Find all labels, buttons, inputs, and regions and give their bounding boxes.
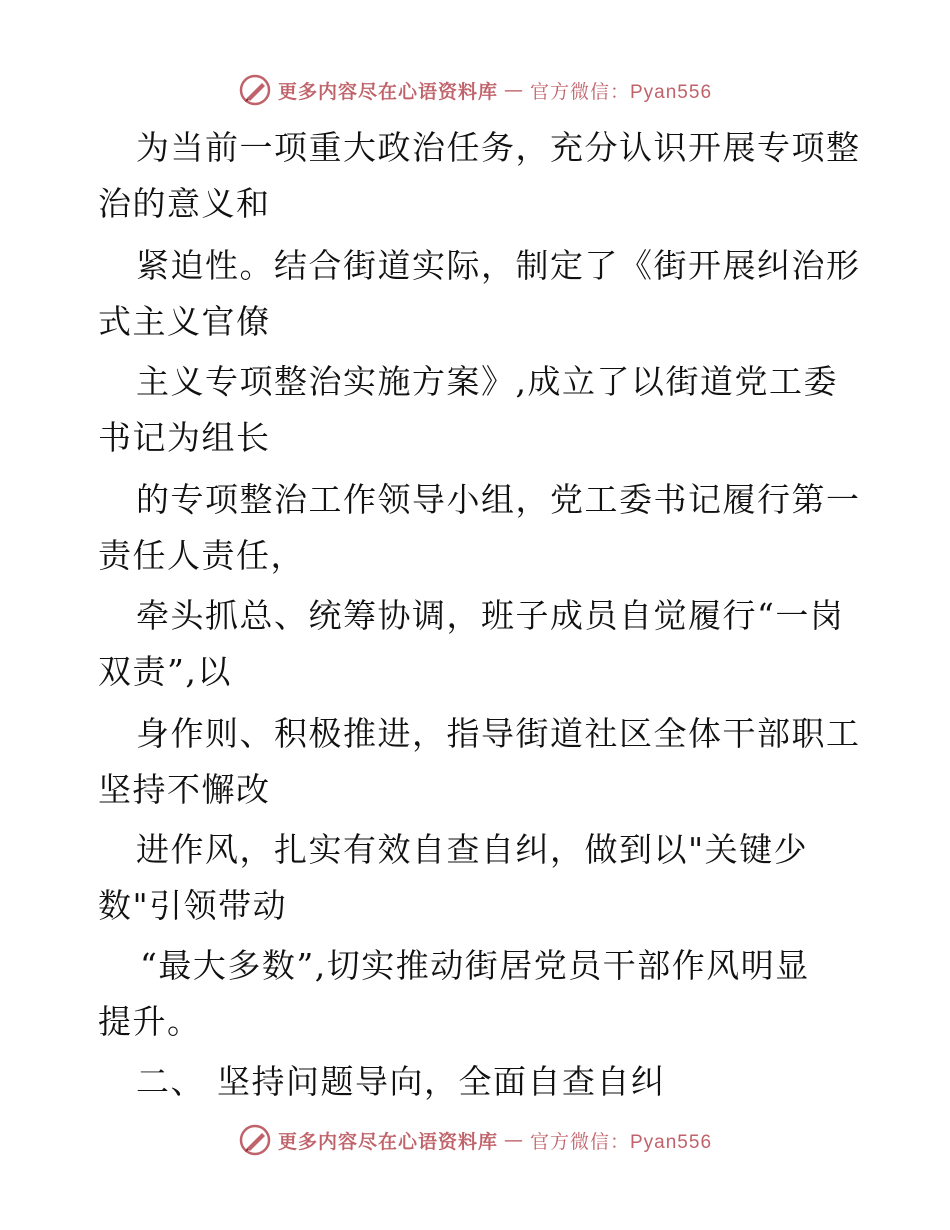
header-contact: 官方微信：Pyan556 [530, 81, 713, 103]
body-line: 式主义官僚 [98, 302, 271, 341]
body-line: 进作风，扎实有效自查自纠，做到以"关键少 [136, 830, 809, 869]
body-line: 牵头抓总、统筹协调，班子成员自觉履行“一岗 [136, 596, 845, 635]
body-line: 紧迫性。结合街道实际，制定了《街开展纠治形 [136, 246, 861, 285]
header-watermark [0, 70, 950, 110]
body-line: “最大多数”,切实推动街居党员干部作风明显 [140, 946, 810, 985]
header-brand: 更多内容尽在心语资料库 [277, 80, 498, 103]
footer-brand: 更多内容尽在心语资料库 [277, 1130, 498, 1153]
body-line: 双责”,以 [98, 652, 232, 691]
footer-separator: — [504, 1129, 524, 1151]
pen-logo-icon [238, 73, 272, 107]
body-line: 为当前一项重大政治任务，充分认识开展专项整 [136, 128, 861, 167]
body-line: 治的意义和 [98, 184, 271, 223]
body-line: 数"引领带动 [98, 886, 288, 925]
body-line: 主义专项整治实施方案》,成立了以街道党工委 [136, 362, 838, 401]
body-line: 提升。 [98, 1002, 202, 1041]
section-heading: 二、 坚持问题导向，全面自查自纠 [136, 1062, 666, 1101]
footer-contact: 官方微信：Pyan556 [530, 1131, 713, 1153]
pen-logo-icon [238, 1123, 272, 1157]
header-separator: — [504, 79, 524, 101]
body-line: 的专项整治工作领导小组，党工委书记履行第一 [136, 480, 861, 519]
body-line: 责任人责任， [98, 536, 305, 575]
footer-watermark [0, 1120, 950, 1160]
body-line: 身作则、积极推进，指导街道社区全体干部职工 [136, 714, 861, 753]
body-line: 坚持不懈改 [98, 770, 271, 809]
body-line: 书记为组长 [98, 418, 271, 457]
